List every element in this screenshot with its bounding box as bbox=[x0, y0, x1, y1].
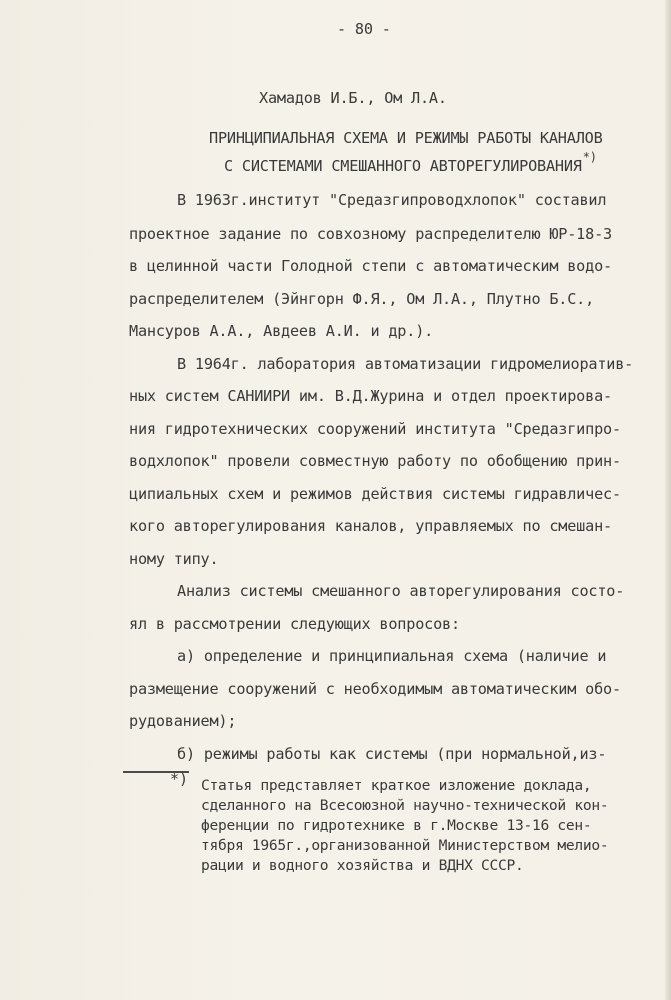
article-title-line-2-text: С СИСТЕМАМИ СМЕШАННОГО АВТОРЕГУЛИРОВАНИЯ bbox=[224, 157, 582, 176]
footnote-line-1: Статья представляет краткое изложение доклада, bbox=[201, 777, 592, 794]
authors: Хамадов И.Б., Ом Л.А. bbox=[259, 89, 447, 107]
body-line-3: в целинной части Голодной степи с автоматическим водо- bbox=[129, 257, 612, 275]
body-line-12: ному типу. bbox=[129, 550, 219, 568]
title-footnote-mark: *) bbox=[582, 150, 597, 164]
body-line-14: ял в рассмотрении следующих вопросов: bbox=[129, 615, 460, 633]
body-line-1: В 1963г.институт "Средазгипроводхлопок" составил bbox=[177, 191, 607, 209]
body-line-5: Мансуров А.А., Авдеев А.И. и др.). bbox=[129, 322, 434, 340]
page-edge-shadow bbox=[665, 0, 671, 1000]
footnote-line-3: ференции по гидротехнике в г.Москве 13-16 сен- bbox=[201, 817, 592, 834]
page-number: - 80 - bbox=[337, 20, 391, 38]
footnote-line-4: тября 1965г.,организованной Министерством мелио- bbox=[201, 837, 609, 854]
body-line-13: Анализ системы смешанного авторегулирования состо- bbox=[177, 582, 625, 600]
body-line-11: кого авторегулирования каналов, управляемых по смешан- bbox=[129, 517, 612, 535]
body-line-2: проектное задание по совхозному распределителю ЮР-18-3 bbox=[129, 225, 612, 243]
footnote-line-2: сделанного на Всесоюзной научно-технической кон- bbox=[201, 797, 609, 814]
body-line-7: ных систем САНИИРИ им. В.Д.Журина и отдел проектирова- bbox=[129, 387, 612, 405]
footnote-line-5: рации и водного хозяйства и ВДНХ СССР. bbox=[201, 857, 524, 874]
body-line-8: ния гидротехнических сооружений института "Средазгипро- bbox=[129, 420, 621, 438]
body-line-15: а) определение и принципиальная схема (наличие и bbox=[177, 647, 607, 665]
body-line-17: рудованием); bbox=[129, 712, 237, 730]
footnote-mark: *) bbox=[170, 770, 189, 788]
body-line-9: водхлопок" провели совместную работу по обобщению прин- bbox=[129, 452, 621, 470]
article-title-line-1: ПРИНЦИПИАЛЬНАЯ СХЕМА И РЕЖИМЫ РАБОТЫ КАНАЛОВ bbox=[209, 129, 603, 147]
body-line-10: ципиальных схем и режимов действия системы гидравличес- bbox=[129, 485, 621, 503]
body-line-16: размещение сооружений с необходимым автоматическим обо- bbox=[129, 680, 621, 698]
body-line-6: В 1964г. лаборатория автоматизации гидромелиоратив- bbox=[177, 355, 634, 373]
article-title-line-2 bbox=[224, 150, 644, 176]
body-line-4: распределителем (Эйнгорн Ф.Я., Ом Л.А., Плутно Б.С., bbox=[129, 290, 595, 308]
body-line-18: б) режимы работы как системы (при нормальной,из- bbox=[177, 745, 607, 763]
